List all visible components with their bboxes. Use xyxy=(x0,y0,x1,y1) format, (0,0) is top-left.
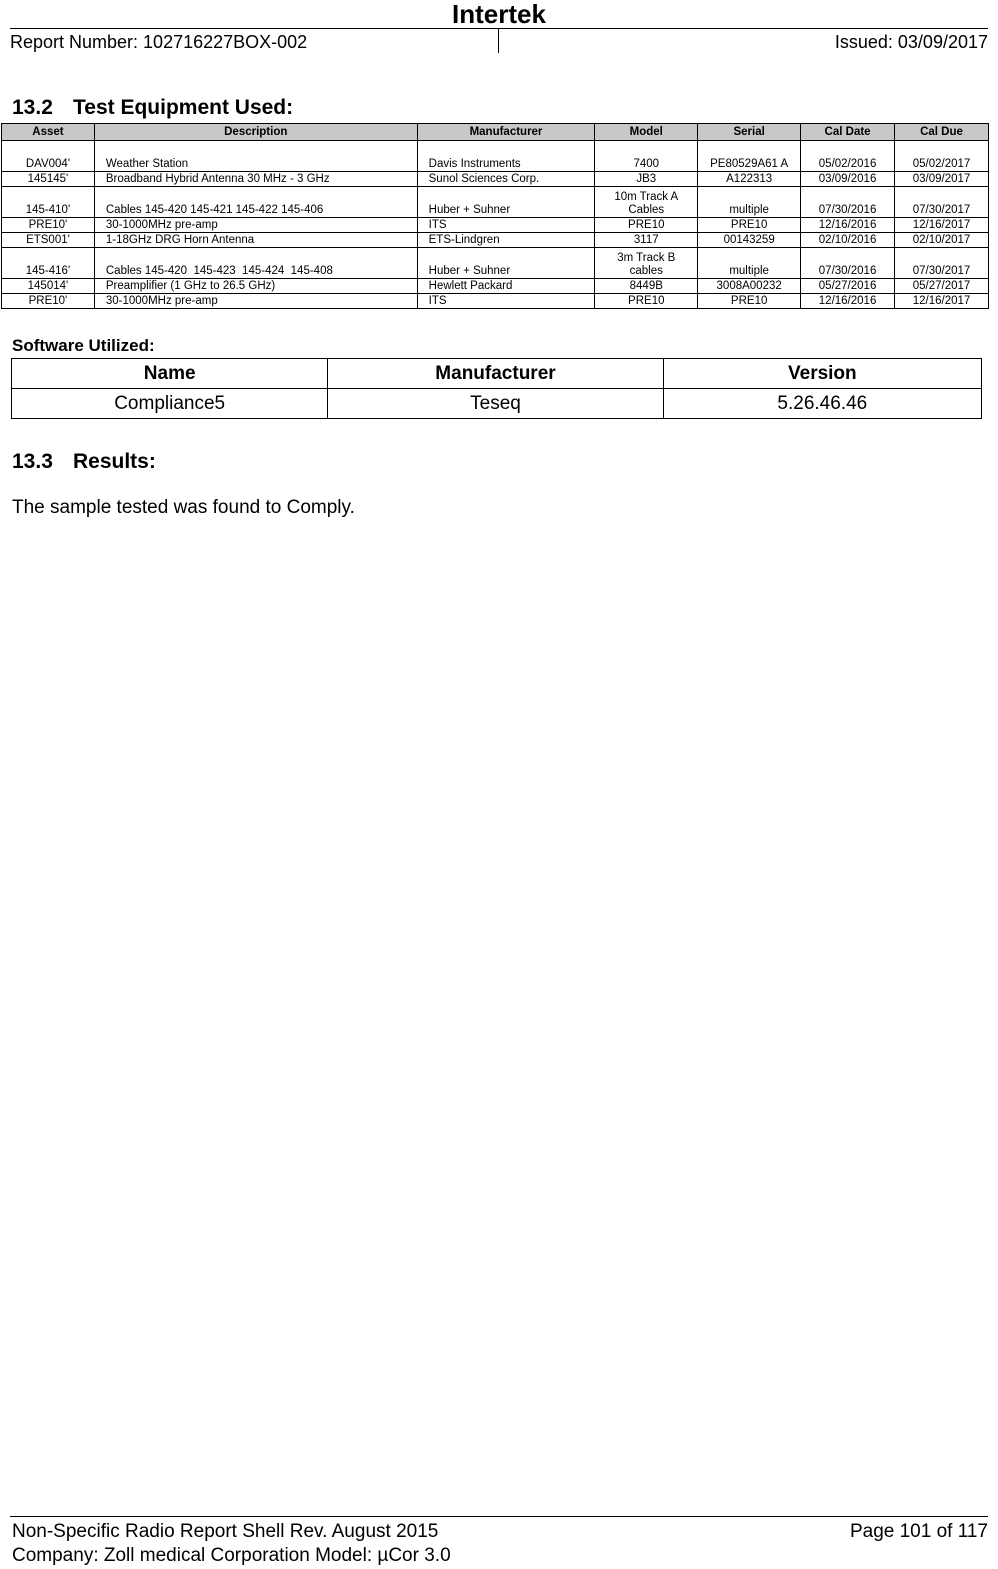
column-header: Cal Due xyxy=(895,124,989,141)
cell-model: PRE10 xyxy=(595,294,698,309)
footer-company: Company: Zoll medical Corporation Model: µCor 3.0 xyxy=(12,1545,451,1566)
section-number: 13.2 xyxy=(12,96,53,119)
cell-cal-date: 03/09/2016 xyxy=(801,172,895,187)
cell-cal-due: 05/02/2017 xyxy=(895,141,989,172)
cell-description: 30-1000MHz pre-amp xyxy=(94,294,417,309)
column-header: Cal Date xyxy=(801,124,895,141)
table-row xyxy=(2,279,989,294)
column-header: Asset xyxy=(2,124,95,141)
cell-name: Compliance5 xyxy=(12,389,328,419)
table-row xyxy=(2,218,989,233)
table-row xyxy=(2,248,989,279)
cell-manufacturer: Teseq xyxy=(328,389,663,419)
cell-manufacturer: Huber + Suhner xyxy=(417,187,595,218)
column-header: Manufacturer xyxy=(328,359,663,389)
cell-model: 3m Track B cables xyxy=(595,248,698,279)
table-row xyxy=(12,389,982,419)
cell-cal-date: 12/16/2016 xyxy=(801,294,895,309)
column-header: Manufacturer xyxy=(417,124,595,141)
cell-version: 5.26.46.46 xyxy=(663,389,981,419)
cell-serial: A122313 xyxy=(698,172,801,187)
cell-model: JB3 xyxy=(595,172,698,187)
cell-cal-date: 12/16/2016 xyxy=(801,218,895,233)
cell-manufacturer: ETS-Lindgren xyxy=(417,233,595,248)
section-title: Test Equipment Used: xyxy=(73,96,294,119)
cell-cal-due: 07/30/2017 xyxy=(895,248,989,279)
cell-manufacturer: ITS xyxy=(417,218,595,233)
cell-asset: ETS001' xyxy=(2,233,95,248)
cell-cal-date: 05/27/2016 xyxy=(801,279,895,294)
cell-model: 8449B xyxy=(595,279,698,294)
cell-cal-date: 02/10/2016 xyxy=(801,233,895,248)
column-header: Serial xyxy=(698,124,801,141)
cell-asset: 145-416' xyxy=(2,248,95,279)
cell-manufacturer: Hewlett Packard xyxy=(417,279,595,294)
column-header: Name xyxy=(12,359,328,389)
cell-asset: PRE10' xyxy=(2,294,95,309)
table-header-row xyxy=(12,359,982,389)
section-number: 13.3 xyxy=(12,450,53,473)
cell-description: Cables 145-420 145-421 145-422 145-406 xyxy=(94,187,417,218)
cell-cal-date: 05/02/2016 xyxy=(801,141,895,172)
cell-description: Cables 145-420 145-423 145-424 145-408 xyxy=(94,248,417,279)
table-row xyxy=(2,294,989,309)
cell-serial: multiple xyxy=(698,248,801,279)
cell-serial: PE80529A61 A xyxy=(698,141,801,172)
cell-description: 30-1000MHz pre-amp xyxy=(94,218,417,233)
header-divider xyxy=(498,29,499,53)
table-row xyxy=(2,141,989,172)
cell-asset: 145014' xyxy=(2,279,95,294)
cell-description: Weather Station xyxy=(94,141,417,172)
report-brand-title: Intertek xyxy=(452,0,546,29)
cell-manufacturer: Huber + Suhner xyxy=(417,248,595,279)
cell-serial: multiple xyxy=(698,187,801,218)
cell-serial: PRE10 xyxy=(698,218,801,233)
cell-asset: PRE10' xyxy=(2,218,95,233)
section-title: Results: xyxy=(73,450,156,473)
cell-manufacturer: Davis Instruments xyxy=(417,141,595,172)
cell-description: Broadband Hybrid Antenna 30 MHz - 3 GHz xyxy=(94,172,417,187)
software-utilized-label: Software Utilized: xyxy=(12,336,155,355)
column-header: Model xyxy=(595,124,698,141)
table-row xyxy=(2,172,989,187)
cell-manufacturer: ITS xyxy=(417,294,595,309)
cell-model: 7400 xyxy=(595,141,698,172)
cell-description: 1-18GHz DRG Horn Antenna xyxy=(94,233,417,248)
page-footer xyxy=(10,1516,988,1566)
cell-cal-date: 07/30/2016 xyxy=(801,187,895,218)
report-header-row xyxy=(10,28,988,53)
software-table xyxy=(11,358,982,419)
cell-asset: DAV004' xyxy=(2,141,95,172)
cell-cal-due: 07/30/2017 xyxy=(895,187,989,218)
table-header-row xyxy=(2,124,989,141)
column-header: Version xyxy=(663,359,981,389)
cell-model: PRE10 xyxy=(595,218,698,233)
test-equipment-table xyxy=(1,123,989,309)
cell-model: 3117 xyxy=(595,233,698,248)
cell-serial: 00143259 xyxy=(698,233,801,248)
cell-model: 10m Track A Cables xyxy=(595,187,698,218)
cell-cal-due: 12/16/2017 xyxy=(895,218,989,233)
cell-description: Preamplifier (1 GHz to 26.5 GHz) xyxy=(94,279,417,294)
footer-page-number: Page 101 of 117 xyxy=(849,1521,988,1542)
table-row xyxy=(2,233,989,248)
results-statement: The sample tested was found to Comply. xyxy=(12,497,355,518)
table-row xyxy=(2,187,989,218)
cell-serial: 3008A00232 xyxy=(698,279,801,294)
cell-manufacturer: Sunol Sciences Corp. xyxy=(417,172,595,187)
footer-shell-revision: Non-Specific Radio Report Shell Rev. August 2015 xyxy=(12,1521,439,1542)
issued-date: Issued: 03/09/2017 xyxy=(834,32,988,52)
cell-cal-due: 12/16/2017 xyxy=(895,294,989,309)
column-header: Description xyxy=(94,124,417,141)
cell-asset: 145145' xyxy=(2,172,95,187)
section-heading-equipment xyxy=(12,96,293,120)
cell-cal-due: 03/09/2017 xyxy=(895,172,989,187)
section-heading-results xyxy=(12,450,156,474)
cell-serial: PRE10 xyxy=(698,294,801,309)
cell-asset: 145-410' xyxy=(2,187,95,218)
cell-cal-due: 05/27/2017 xyxy=(895,279,989,294)
report-number: Report Number: 102716227BOX-002 xyxy=(10,32,308,52)
cell-cal-due: 02/10/2017 xyxy=(895,233,989,248)
cell-cal-date: 07/30/2016 xyxy=(801,248,895,279)
